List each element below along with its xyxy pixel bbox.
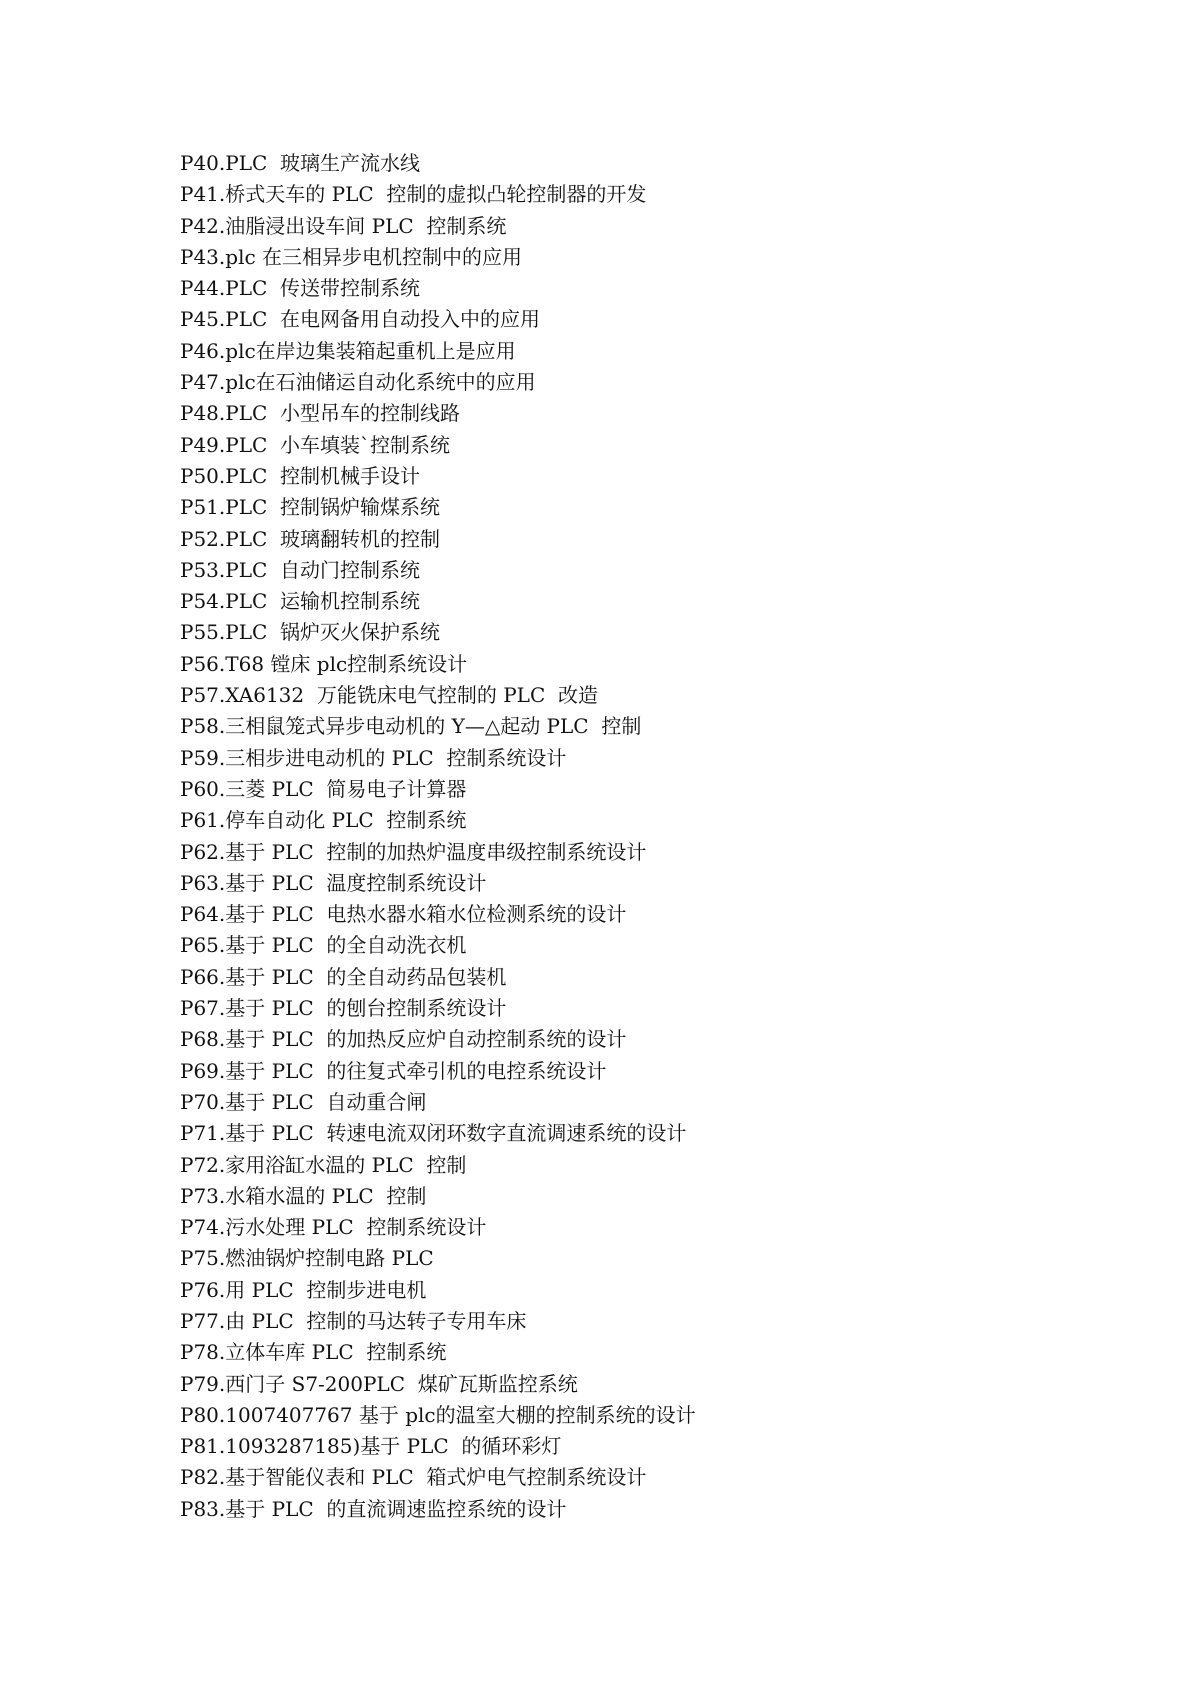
- list-item: P42.油脂浸出设车间 PLC 控制系统: [180, 213, 507, 238]
- list-item: P50.PLC 控制机械手设计: [180, 463, 421, 488]
- list-item: P51.PLC 控制锅炉输煤系统: [180, 495, 441, 520]
- list-item: P77.由 PLC 控制的马达转子专用车床: [180, 1308, 527, 1333]
- list-item: P83.基于 PLC 的直流调速监控系统的设计: [180, 1496, 567, 1521]
- list-item: P78.立体车库 PLC 控制系统: [180, 1340, 447, 1365]
- list-item: P56.T68 镗床 plc控制系统设计: [180, 651, 468, 676]
- list-item: P52.PLC 玻璃翻转机的控制: [180, 526, 441, 551]
- list-item: P62.基于 PLC 控制的加热炉温度串级控制系统设计: [180, 839, 647, 864]
- list-item: P58.三相鼠笼式异步电动机的 Y—△起动 PLC 控制: [180, 714, 642, 739]
- list-item: P74.污水处理 PLC 控制系统设计: [180, 1215, 487, 1240]
- list-item: P45.PLC 在电网备用自动投入中的应用: [180, 307, 541, 332]
- list-item: P68.基于 PLC 的加热反应炉自动控制系统的设计: [180, 1027, 627, 1052]
- list-item: P79.西门子 S7-200PLC 煤矿瓦斯监控系统: [180, 1371, 578, 1396]
- list-item: P76.用 PLC 控制步进电机: [180, 1277, 427, 1302]
- document-line-list: [180, 148, 696, 1525]
- list-item: P54.PLC 运输机控制系统: [180, 589, 421, 614]
- list-item: P46.plc在岸边集装箱起重机上是应用: [180, 338, 516, 363]
- list-item: P53.PLC 自动门控制系统: [180, 557, 421, 582]
- list-item: P71.基于 PLC 转速电流双闭环数字直流调速系统的设计: [180, 1121, 687, 1146]
- list-item: P40.PLC 玻璃生产流水线: [180, 151, 421, 175]
- list-item: P41.桥式天车的 PLC 控制的虚拟凸轮控制器的开发: [180, 182, 647, 207]
- list-item: P75.燃油锅炉控制电路 PLC: [180, 1246, 434, 1271]
- list-item: P70.基于 PLC 自动重合闸: [180, 1089, 427, 1114]
- list-item: P65.基于 PLC 的全自动洗衣机: [180, 933, 467, 958]
- list-item: P72.家用浴缸水温的 PLC 控制: [180, 1152, 467, 1177]
- list-item: P81.1093287185)基于 PLC 的循环彩灯: [180, 1434, 562, 1459]
- list-item: P82.基于智能仪表和 PLC 箱式炉电气控制系统设计: [180, 1465, 647, 1490]
- list-item: P80.1007407767 基于 plc的温室大棚的控制系统的设计: [180, 1402, 696, 1427]
- list-item: P43.plc 在三相异步电机控制中的应用: [180, 244, 523, 269]
- list-item: P57.XA6132 万能铣床电气控制的 PLC 改造: [180, 683, 598, 708]
- list-item: P64.基于 PLC 电热水器水箱水位检测系统的设计: [180, 902, 627, 927]
- list-item: P59.三相步进电动机的 PLC 控制系统设计: [180, 745, 567, 770]
- list-item: P60.三菱 PLC 简易电子计算器: [180, 776, 467, 801]
- list-item: P61.停车自动化 PLC 控制系统: [180, 808, 467, 833]
- list-item: P48.PLC 小型吊车的控制线路: [180, 401, 461, 426]
- list-item: P47.plc在石油储运自动化系统中的应用: [180, 370, 536, 395]
- list-item: P66.基于 PLC 的全自动药品包装机: [180, 964, 507, 989]
- list-item: P44.PLC 传送带控制系统: [180, 276, 421, 301]
- list-item: P73.水箱水温的 PLC 控制: [180, 1183, 427, 1208]
- list-item: P67.基于 PLC 的刨台控制系统设计: [180, 996, 507, 1021]
- list-item: P63.基于 PLC 温度控制系统设计: [180, 870, 487, 895]
- list-item: P55.PLC 锅炉灭火保护系统: [180, 620, 441, 645]
- list-item: P69.基于 PLC 的往复式牵引机的电控系统设计: [180, 1058, 607, 1083]
- list-item: P49.PLC 小车填装`控制系统: [180, 432, 451, 457]
